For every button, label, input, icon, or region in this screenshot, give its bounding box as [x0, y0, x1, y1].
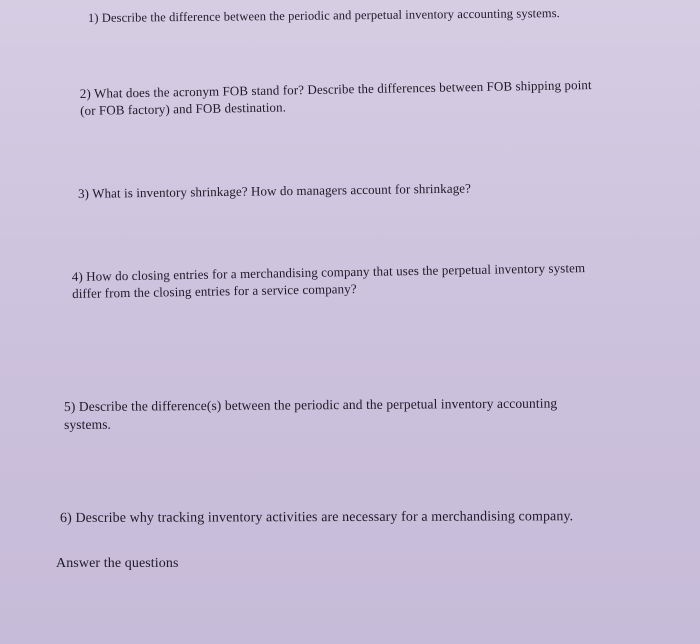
question-2-line-2: (or FOB factory) and FOB destination. — [80, 99, 287, 118]
question-5-line-1: 5) Describe the difference(s) between the periodic and the perpetual inventory accounting — [63, 395, 558, 415]
question-3 — [78, 180, 471, 202]
question-4 — [72, 259, 586, 302]
question-1-line-1: 1) Describe the difference between the periodic and perpetual inventory accounting systems. — [87, 6, 560, 25]
question-5-line-2: systems. — [64, 416, 112, 432]
question-1 — [88, 5, 560, 27]
answer-instruction-text: Answer the questions — [56, 556, 179, 571]
question-6 — [60, 508, 573, 527]
question-2 — [80, 76, 592, 119]
question-5 — [64, 395, 558, 434]
question-2-line-1: 2) What does the acronym FOB stand for? Describe the differences between FOB shipping point — [79, 77, 592, 102]
answer-instruction — [56, 555, 179, 572]
question-3-line-1: 3) What is inventory shrinkage? How do managers account for shrinkage? — [77, 180, 472, 201]
question-4-line-1: 4) How do closing entries for a merchandising company that uses the perpetual inventory system — [71, 260, 586, 285]
question-6-line-1: 6) Describe why tracking inventory activities are necessary for a merchandising company. — [59, 509, 574, 526]
question-4-line-2: differ from the closing entries for a service company? — [72, 281, 357, 301]
